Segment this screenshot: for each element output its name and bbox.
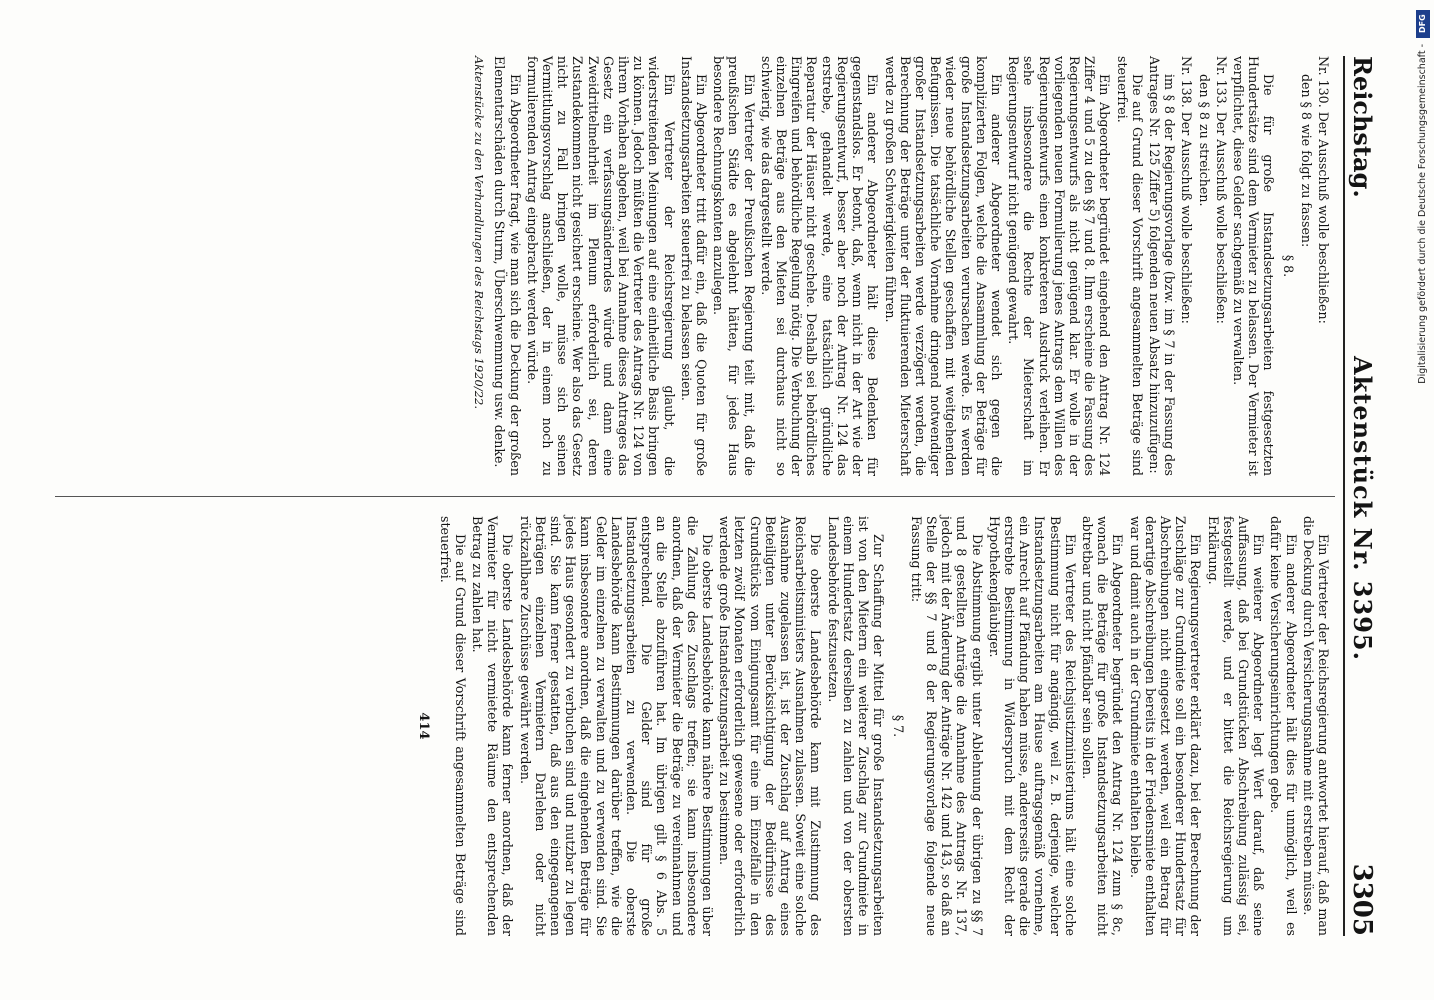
debate-paragraph: Ein Vertreter der Reichsregierung antwortet hierauf, daß man die Deckung durch Versicherungsnahme mit erstreben müsse. [1300,516,1331,936]
page-footer: Aktenstücke zu den Verhandlungen des Reichstags 1920/22. [472,56,487,410]
motion-138: Nr. 138. Der Ausschuß wolle beschließen: [1179,56,1195,324]
debate-paragraph: Ein Abgeordneter tritt dafür ein, daß die Quoten für große Instandsetzungsarbeiten steuerfrei zu belassen seien. [678,56,710,476]
motion-138-addition: Die auf Grund dieser Vorschrift angesammelten Beträge sind steuerfrei. [1114,56,1145,476]
left-column [460,56,1331,476]
debate-paragraph: Ein Abgeordneter begründet eingehend den Antrag Nr. 124 Ziffer 4 und 5 zu den §§ 7 und 8. Ihm erscheine die Fassung des Regierungsentwurfs als nicht genügend klar. Er wolle in der vorliegenden neuen Formulierung jenes Antrags dem Willen des Regierungsentwurfs einen konkreteren Ausdruck verleihen. Er sehe insbesondere die Rechte der Mieterschaft im Regierungsentwurf nicht genügend gewahrt. [1006,56,1113,476]
rotated-scan [31,16,1401,976]
debate-paragraph: Ein anderer Abgeordneter hält diese Bedenken für gegenstandslos. Er betont, daß, wenn nicht in der Art wie der Regierungsentwurf, besser aber noch der Antrag Nr. 124 das erstrebe, gehandelt werde, eine tatsächlich gründliche Reparatur der Häuser nicht geschehe. Deshalb sei behördliches Eingreifen und behördliche Regelung nötig. Die Verbuchung der einzelnen Beträge aus den Mieten sei durchaus nicht so schwierig, wie das dargestellt werde. [758,56,881,476]
debate-paragraph: Ein Vertreter der Reichsregierung glaubt, die widerstreitenden Meinungen auf eine einheitliche Basis bringen zu können. Jedoch müßten die Vertreter des Antrags Nr. 124 von ihrem Vorhaben abgehen, weil bei Annahme dieses Antrages das Gesetz ein verfassungsänderndes würde und dann eine Zweidrittelmehrheit im Plenum erforderlich sei, deren Zustandekommen nicht gesichert erscheine. Wer also das Gesetz nicht zu Fall bringen wolle, müsse sich seinen Vermittlungsvorschlag anschließen, der in einem noch zu formulierenden Antrag eingebracht werden würde. [524,56,677,476]
column-divider [55,496,1335,497]
section-7-text: Die oberste Landesbehörde kann mit Zustimmung des Reichsarbeitsministers Ausnahmen zulassen. Soweit eine solche Ausnahme zugelassen ist, ist der Zuschlag auf Antrag eines Beteiligten unter Berücksichtigung der Bedürfnisse des Grundstücks vom Einigungsamt für eine im Einzelfalle in den letzten zwölf Monaten erforderlich gewesene oder erforderlich werdende große Instandsetzungsarbeit zu bestimmen. [717,516,824,936]
motion-138-text: im § 8 der Regierungsvorlage (bzw. im § 7 in der Fassung des Antrages Nr. 125 Ziffer 5) folgenden neuen Absatz hinzuzufügen: [1146,56,1178,476]
section-heading: § 7. [890,714,906,738]
debate-paragraph: Ein Abgeordneter begründet den Antrag Nr. 124 zum § 8c, wonach die Beträge für große Instandsetzungsarbeiten nicht abtretbar und nicht pfändbar sein sollen. [1079,516,1126,936]
section-7-text: Die oberste Landesbehörde kann ferner anordnen, daß der Vermieter für nicht vermietete Räume den entsprechenden Betrag zu zahlen hat. [470,516,516,936]
header-title: Aktenstück Nr. 3395. [1348,356,1377,661]
section-7-text: Zur Schaffung der Mittel für große Instandsetzungsarbeiten ist von den Mietern ein weiterer Zuschlag zur Grundmiete in einem Hundertsatz derselben zu zahlen und von der obersten Landesbehörde festzusetzen. [825,516,887,936]
right-column [403,516,1331,936]
debate-paragraph: Ein Vertreter des Reichsjustizministeriums hält eine solche Bestimmung nicht für angängig, weil z. B. derjenige, welcher Instandsetzungsarbeiten am Hause auftragsgemäß vornehme, ein Anrecht auf Pfändung haben müsse, andererseits gerade die erstrebte Bestimmung in Widerspruch mit dem Recht der Hypothekengläubiger. [986,516,1078,936]
digitization-credit [1415,6,1431,726]
debate-paragraph: Ein Abgeordneter fragt, wie man sich die Deckung der großen Elementarschäden durch Sturm, Überschwemmung usw. denke. [492,56,523,476]
motion-133: Nr. 133. Der Ausschuß wolle beschließen: [1213,56,1229,324]
header-left: Reichstag. [1348,56,1377,198]
debate-paragraph: Ein weiterer Abgeordneter legt Wert darauf, daß seine Auffassung, daß bei Grundstücken Abschreibung zulässig sei, festgestellt werde, und er bittet die Reichsregierung um Erklärung. [1205,516,1267,936]
dfg-logo-icon: DFG [1416,10,1430,38]
motion-133-text: den § 8 zu streichen. [1196,74,1212,207]
debate-paragraph: Ein Regierungsvertreter erklärt dazu, bei der Berechnung der Zuschläge zur Grundmiete soll ein besonderer Hundertsatz für Abschreibungen nicht eingesetzt werden, weil ein Betrag für derartige Abschreibungen bereits in der Friedensmiete enthalten war und damit auch in der Grundmiete enthalten bleibe. [1127,516,1204,936]
debate-paragraph: Ein Vertreter der Preußischen Regierung teilt mit, daß die preußischen Städte es abgelehnt hätten, für jedes Haus besondere Rechnungskonten anzulegen. [711,56,757,476]
page-number: 3305 [1347,863,1377,936]
section-7-text: Die oberste Landesbehörde kann nähere Bestimmungen über die Zahlung des Zuschlags treffen; sie kann insbesondere anordnen, daß der Vermieter die Beträge zu vereinnahmen und an die Stelle abzuführen hat. Im übrigen gilt § 6 Abs. 5 entsprechend. Die Gelder sind für große Instandsetzungsarbeiten zu verwenden. Die oberste Landesbehörde kann Bestimmungen darüber treffen, wie die Gelder im einzelnen zu verwalten und zu verwenden sind. Sie kann insbesondere anordnen, daß die eingehenden Beträge für jedes Haus gesondert zu verbuchen sind und nutzbar zu legen sind. Sie kann ferner gestatten, daß aus den eingegangenen Beträgen einzelnen Vermietern Darlehen oder nicht rückzahlbare Zuschüsse gewährt werden. [517,516,716,936]
vote-result: Die Abstimmung ergibt unter Ablehnung der übrigen zu §§ 7 und 8 gestellten Anträge die Annahme des Antrags Nr. 137, jedoch mit der Änderung der Anträge Nr. 142 und 143, so daß an Stelle der §§ 7 und 8 der Regierungsvorlage folgende neue Fassung tritt: [908,516,985,936]
motion-130-text: den § 8 wie folgt zu fassen: [1298,74,1314,248]
motion-130: Nr. 130. Der Ausschuß wolle beschließen: [1316,56,1331,324]
section-8-text: Die für große Instandsetzungsarbeiten festgesetzten Hundertsätze sind dem Vermieter zu belassen. Der Vermieter ist verpflichtet, diese Gelder sachgemäß zu verwalten. [1230,56,1277,476]
section-7-text: Die auf Grund dieser Vorschrift angesammelten Beträge sind steuerfrei. [437,516,468,936]
credit-text: Digitalisierung gefördert durch die Deutsche Forschungsgemeinschaft - [1417,44,1428,384]
section-heading: § 8. [1280,254,1296,278]
debate-paragraph: Ein anderer Abgeordneter hält dies für unmöglich, weil es dafür keine Versicherungseinrichtungen gebe. [1268,516,1299,936]
page-header [1343,56,1379,936]
signature-mark: 414 [416,712,432,740]
debate-paragraph: Ein anderer Abgeordneter wendet sich gegen die komplizierten Folgen, welche die Ansammlung der Beträge für große Instandsetzungsarbeiten verursachen werde. Es werden wieder neue behördliche Stellen geschaffen mit weitgehenden Befugnissen. Die tatsächliche Vornahme dringend notwendiger großer Instandsetzungsarbeiten werde verzögert werden, die Berechnung der Beträge unter der fluktuierenden Mieterschaft werde zu großen Schwierigkeiten führen. [882,56,1004,476]
